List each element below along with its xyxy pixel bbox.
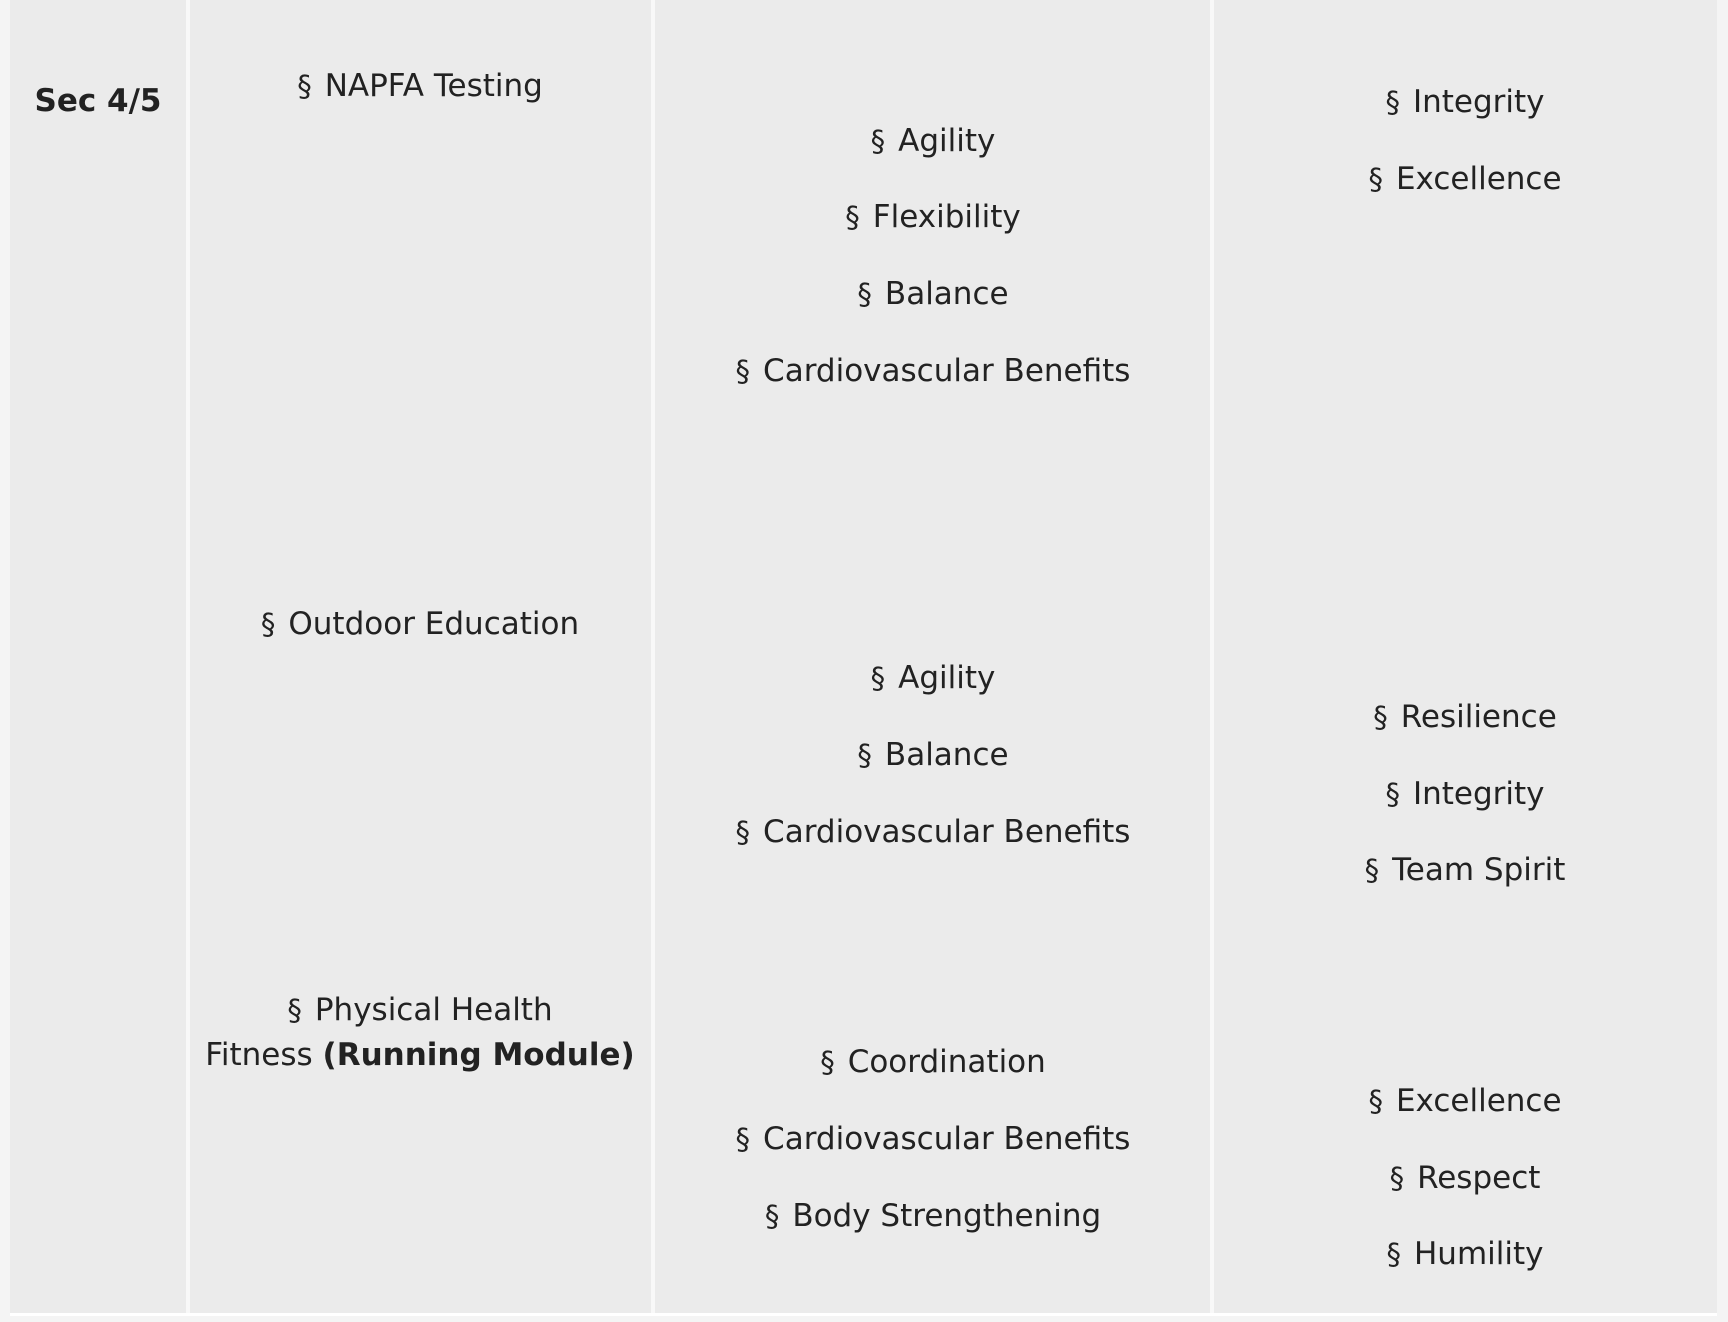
activity-column (190, 0, 651, 1313)
benefit-item: § Balance (857, 737, 1009, 773)
section-marker: § (735, 354, 751, 388)
section-marker: § (1368, 162, 1383, 196)
section-marker: § (820, 1045, 835, 1079)
activity-item: § Outdoor Education (260, 606, 580, 642)
section-marker: § (297, 69, 312, 103)
section-marker: § (1385, 85, 1400, 119)
section-marker: § (1368, 1084, 1383, 1118)
level-label: Sec 4/5 (34, 83, 162, 119)
section-marker: § (857, 277, 872, 311)
benefit-item: § Body Strengthening (764, 1198, 1102, 1234)
activity-item: § NAPFA Testing (297, 68, 543, 104)
benefit-item: § Agility (870, 123, 996, 159)
value-item: § Humility (1386, 1236, 1544, 1272)
value-item: § Respect (1389, 1160, 1541, 1196)
section-marker: § (870, 124, 886, 158)
section-marker: § (735, 1122, 751, 1156)
benefit-item: § Cardiovascular Benefits (735, 814, 1131, 850)
value-item: § Excellence (1368, 161, 1562, 197)
section-marker: § (287, 993, 302, 1027)
value-item: § Excellence (1368, 1083, 1562, 1119)
section-marker: § (870, 661, 886, 695)
benefit-item: § Coordination (820, 1044, 1046, 1080)
benefit-item: § Cardiovascular Benefits (735, 353, 1131, 389)
value-item: § Integrity (1385, 84, 1545, 120)
table-bottom-border (10, 1313, 1717, 1316)
section-marker: § (260, 607, 276, 641)
value-item: § Resilience (1373, 699, 1557, 735)
section-marker: § (857, 738, 872, 772)
level-column (10, 0, 186, 1313)
benefit-item: § Cardiovascular Benefits (735, 1121, 1131, 1157)
section-marker: § (1364, 853, 1380, 887)
value-item: § Team Spirit (1364, 852, 1566, 888)
benefits-column (655, 0, 1210, 1313)
benefit-item: § Flexibility (845, 199, 1021, 235)
benefit-item: § Agility (870, 660, 996, 696)
section-marker: § (764, 1199, 780, 1233)
section-marker: § (1386, 1237, 1401, 1271)
benefit-item: § Balance (857, 276, 1009, 312)
value-item: § Integrity (1385, 776, 1545, 812)
activity-item: § Physical Health Fitness (Running Module) (205, 992, 635, 1073)
section-marker: § (1385, 777, 1400, 811)
section-marker: § (845, 200, 860, 234)
section-marker: § (1389, 1161, 1405, 1195)
section-marker: § (1373, 700, 1388, 734)
section-marker: § (735, 815, 751, 849)
